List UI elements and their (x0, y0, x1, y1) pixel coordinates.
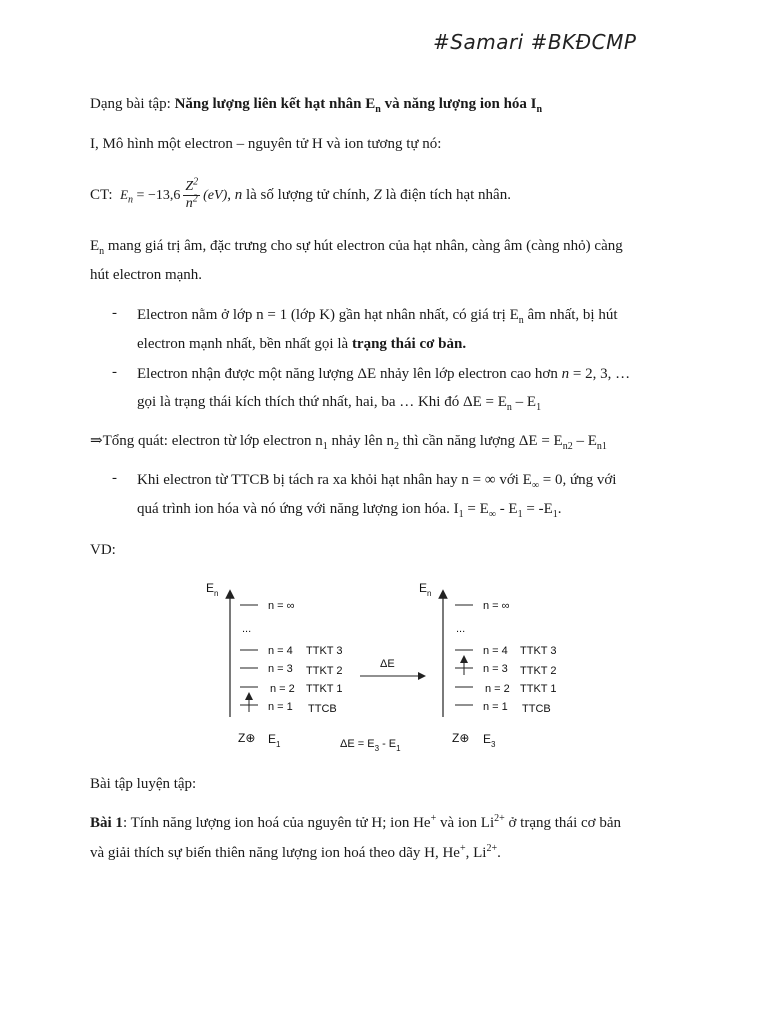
exercise-1: Bài 1: Tính năng lượng ion hoá của nguyên tử H; ion He+ và ion $Li^{2+}$ ở trạng thái cơ bản (90, 813, 621, 831)
energy-level-diagram (200, 572, 590, 757)
bullet-ionization-cont: quá trình ion hóa và nó ứng với năng lượng ion hóa. $I_1 = E_\infty - E_1 = -E_1$. (137, 501, 562, 520)
exercise-1-cont: và giải thích sự biến thiên năng lượng ion hoá theo dãy H, He+, $Li^{2+}$. (90, 843, 501, 861)
bullet-ionization: Khi electron từ TTCB bị tách ra xa khỏi hạt nhân hay n = ∞ với $E_\infty = 0$, ứng với (137, 472, 617, 491)
formula-line: CT: $E_n = -13,6$ $\frac{Z^2}{n^2}$ (eV), n là số lượng tử chính, Z là điện tích hạt nhân. (90, 176, 511, 212)
right-label-2: n = 2 (485, 683, 510, 695)
left-label-2: n = 2 (270, 683, 295, 695)
bullet-excited-state: Electron nhận được một năng lượng ΔE nhảy lên lớp electron cao hơn n = 2, 3, … (137, 366, 631, 382)
right-state-4: TTKT 3 (520, 645, 557, 657)
bullet-dash: - (112, 364, 117, 380)
bullet-ground-state-cont: electron mạnh nhất, bền nhất gọi là trạng thái cơ bản. (137, 336, 467, 352)
paragraph-energy: $E_n$ mang giá trị âm, đặc trưng cho sự hút electron của hạt nhân, càng âm (càng nhỏ) càng (90, 238, 623, 257)
right-state-3: TTKT 2 (520, 665, 557, 677)
right-state-1: TTCB (522, 703, 551, 715)
delta-equation: $\Delta E = E_3 - E_1$ (340, 738, 401, 753)
left-label-3: n = 3 (268, 663, 293, 675)
left-state-3: TTKT 2 (306, 665, 343, 677)
bullet-ground-state: Electron nằm ở lớp n = 1 (lớp K) gần hạt nhân nhất, có giá trị $E_n$ âm nhất, bị hút (137, 307, 618, 326)
left-state-2: TTKT 1 (306, 683, 343, 695)
right-label-3: n = 3 (483, 663, 508, 675)
bullet-dash: - (112, 470, 117, 486)
practice-heading: Bài tập luyện tập: (90, 776, 197, 792)
right-energy: $E_3$ (483, 732, 496, 749)
section-heading: I, Mô hình một electron – nguyên tử H và ion tương tự nó: (90, 136, 442, 152)
right-axis-label: $E_n$ (419, 581, 432, 598)
left-label-1: n = 1 (268, 701, 293, 713)
right-state-2: TTKT 1 (520, 683, 557, 695)
left-label-4: n = 4 (268, 645, 293, 657)
right-label-1: n = 1 (483, 701, 508, 713)
left-dots: ... (242, 623, 252, 635)
bullet-dash: - (112, 305, 117, 321)
bullet-excited-state-cont: gọi là trạng thái kích thích thứ nhất, hai, ba … Khi đó $\Delta E = E_n - E_1$ (137, 394, 542, 413)
doc-title: Dạng bài tập: Năng lượng liên kết hạt nhân $E_n$ và năng lượng ion hóa $I_n$ (90, 96, 543, 115)
left-label-inf: n = ∞ (268, 600, 295, 612)
transition-label: ΔE (380, 658, 395, 670)
right-label-inf: n = ∞ (483, 600, 510, 612)
left-state-4: TTKT 3 (306, 645, 343, 657)
right-dots: ... (456, 623, 466, 635)
right-nucleus: Z⊕ (452, 731, 470, 745)
general-statement: ⇒Tổng quát: electron từ lớp electron $n_1$ nhảy lên $n_2$ thì cần năng lượng $\Delta E = E_{n2} - E_{n1}$ (90, 433, 607, 452)
hashtag-header: #Samari #BKĐCMP (433, 30, 637, 54)
right-label-4: n = 4 (483, 645, 508, 657)
left-state-1: TTCB (308, 703, 337, 715)
left-nucleus: Z⊕ (238, 731, 256, 745)
paragraph-energy-cont: hút electron mạnh. (90, 267, 203, 283)
left-energy: $E_1$ (268, 732, 281, 749)
left-axis-label: $E_n$ (206, 581, 219, 598)
example-label: VD: (90, 542, 116, 558)
formula-fraction: $\frac{Z^2}{n^2}$ (185, 176, 199, 212)
